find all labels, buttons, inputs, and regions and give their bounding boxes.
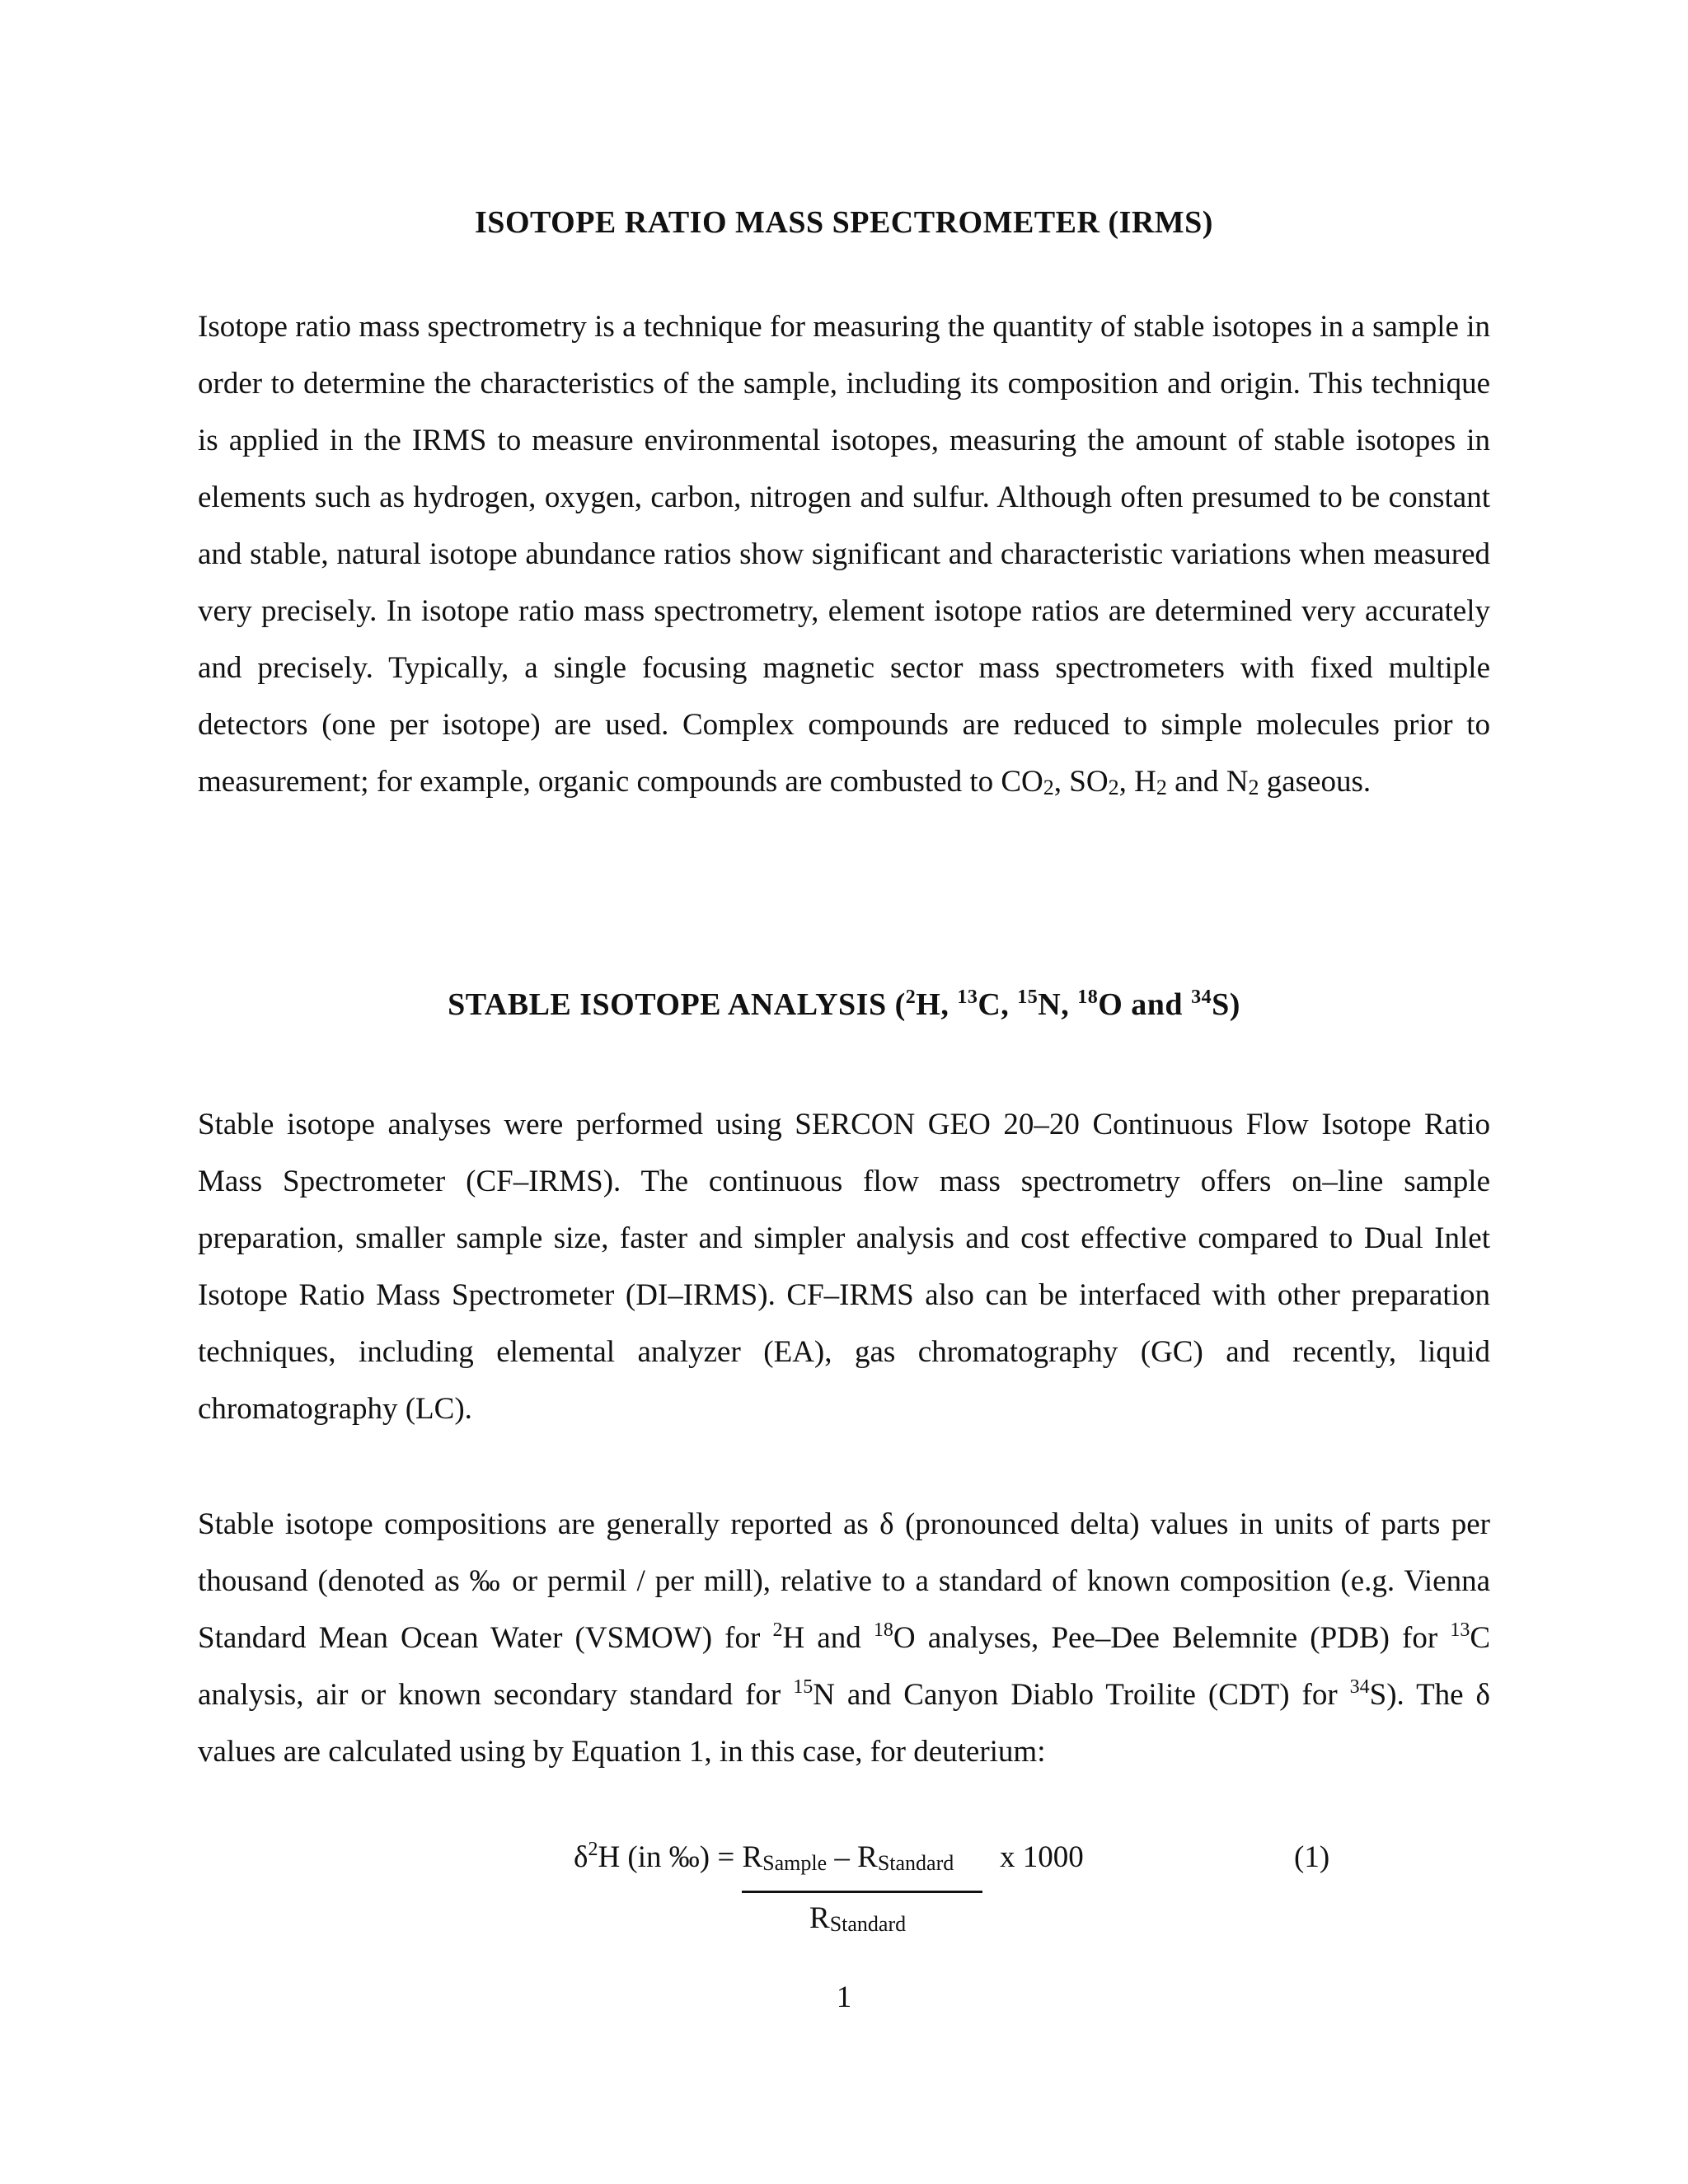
- equation-denominator: RStandard: [809, 1901, 907, 1936]
- paragraph-delta-values: Stable isotope compositions are generally reported as δ (pronounced delta) values in units of parts per thousand (denoted as ‰ or permil / per mill), relative to a standard of known composition (e.g. Vienna Standard Mean Ocean Water (VSMOW) for $^2$H and $^{18}$O analyses, Pee–Dee Belemnite (PDB) for $^{13}$C analysis, air or known secondary standard for $^{15}$N and Canyon Diablo Troilite (CDT) for $^{34}$S). The δ values are calculated using by Equation 1, in this case, for deuterium:: [198, 1507, 1490, 1769]
- paragraph-irms-intro: Isotope ratio mass spectrometry is a technique for measuring the quantity of stable isotopes in a sample in order to determine the characteristics of the sample, including its composition and origin. This technique is applied in the IRMS to measure environmental isotopes, measuring the amount of stable isotopes in elements such as hydrogen, oxygen, carbon, nitrogen and sulfur. Although often presumed to be constant and stable, natural isotope abundance ratios show significant and characteristic variations when measured very precisely. In isotope ratio mass spectrometry, element isotope ratios are determined very accurately and precisely. Typically, a single focusing magnetic sector mass spectrometers with fixed multiple detectors (one per isotope) are used. Complex compounds are reduced to simple molecules prior to measurement; for example, organic compounds are combusted to $CO_2$, $SO_2$, $H_2$ and $N_2$ gaseous.: [198, 310, 1490, 799]
- equation-factor: x 1000: [1000, 1840, 1084, 1874]
- section-title-irms: ISOTOPE RATIO MASS SPECTROMETER (IRMS): [475, 205, 1213, 240]
- equation-numerator: $\delta^2H$ (in ‰) = RSample – RStandard: [574, 1839, 954, 1875]
- fraction-bar: [742, 1891, 982, 1893]
- paragraph-cf-irms: Stable isotope analyses were performed using SERCON GEO 20–20 Continuous Flow Isotope Ratio Mass Spectrometer (CF–IRMS). The continuous flow mass spectrometry offers on–line sample preparation, smaller sample size, faster and simpler analysis and cost effective compared to Dual Inlet Isotope Ratio Mass Spectrometer (DI–IRMS). CF–IRMS also can be interfaced with other preparation techniques, including elemental analyzer (EA), gas chromatography (GC) and recently, liquid chromatography (LC).: [198, 1108, 1490, 1426]
- section-title-stable-isotope: STABLE ISOTOPE ANALYSIS ($^2$H, $^{13}$C, $^{15}$N, $^{18}$O and $^{34}$S): [448, 987, 1240, 1022]
- page-number: 1: [836, 1980, 852, 2014]
- equation-1: [0, 1840, 1688, 1955]
- equation-number: (1): [1294, 1840, 1330, 1874]
